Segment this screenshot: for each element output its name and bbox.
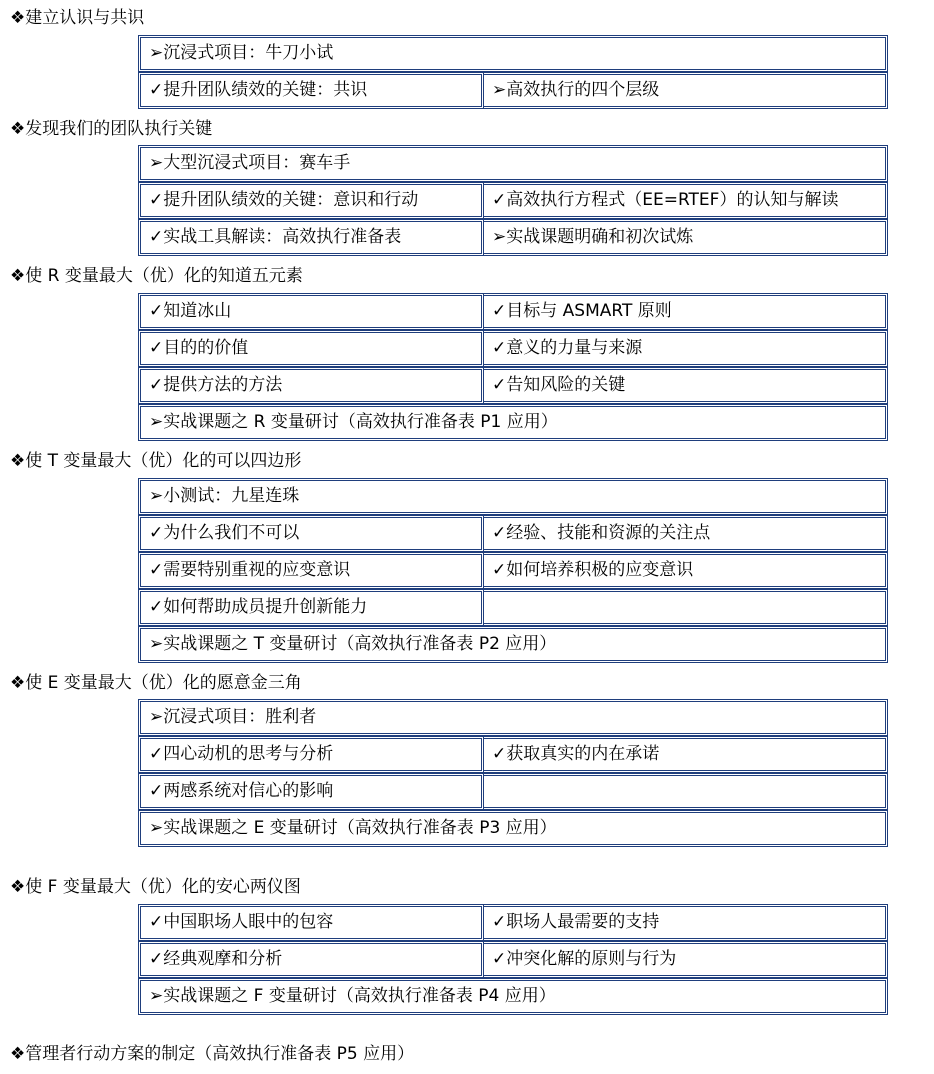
- table-cell: ✓两感系统对信心的影响: [138, 773, 484, 810]
- table-cell: ✓告知风险的关键: [484, 367, 888, 404]
- table-cell: ✓提供方法的方法: [138, 367, 484, 404]
- table-row: [138, 72, 888, 109]
- table-cell: ✓提升团队绩效的关键：意识和行动: [138, 182, 484, 219]
- table-cell: ✓四心动机的思考与分析: [138, 736, 484, 773]
- table-cell: ✓高效执行方程式（EE=RTEF）的认知与解读: [484, 182, 888, 219]
- table-cell: ➢高效执行的四个层级: [484, 72, 888, 109]
- table-row: [138, 552, 888, 589]
- table-cell: ➢实战课题明确和初次试炼: [484, 219, 888, 256]
- table-row: [138, 35, 888, 72]
- table-row: [138, 699, 888, 736]
- table-row: [138, 367, 888, 404]
- table-row: [138, 736, 888, 773]
- table-row: [138, 182, 888, 219]
- table-row: [138, 589, 888, 626]
- table-row: [138, 293, 888, 330]
- table-row: [138, 810, 888, 847]
- section-heading: ❖使 T 变量最大（优）化的可以四边形: [10, 451, 302, 471]
- table-row: [138, 773, 888, 810]
- section-heading: ❖管理者行动方案的制定（高效执行准备表 P5 应用）: [10, 1044, 415, 1064]
- table-cell: ✓如何培养积极的应变意识: [484, 552, 888, 589]
- table-row: [138, 941, 888, 978]
- table-cell: ✓经验、技能和资源的关注点: [484, 515, 888, 552]
- table-cell: ✓提升团队绩效的关键：共识: [138, 72, 484, 109]
- section-heading: ❖建立认识与共识: [10, 8, 145, 28]
- table-cell: ✓为什么我们不可以: [138, 515, 484, 552]
- table-cell: ✓意义的力量与来源: [484, 330, 888, 367]
- table-row: [138, 515, 888, 552]
- table-row: [138, 219, 888, 256]
- table-cell: ➢实战课题之 T 变量研讨（高效执行准备表 P2 应用）: [138, 626, 888, 663]
- table-cell: ➢实战课题之 R 变量研讨（高效执行准备表 P1 应用）: [138, 404, 888, 441]
- table-cell: ➢沉浸式项目：牛刀小试: [138, 35, 888, 72]
- table-cell: ✓目标与 ASMART 原则: [484, 293, 888, 330]
- section-heading: ❖使 E 变量最大（优）化的愿意金三角: [10, 673, 302, 693]
- table-row: [138, 145, 888, 182]
- table-cell: ✓目的的价值: [138, 330, 484, 367]
- table-cell: ✓职场人最需要的支持: [484, 904, 888, 941]
- table-cell: ✓获取真实的内在承诺: [484, 736, 888, 773]
- table-cell: ✓冲突化解的原则与行为: [484, 941, 888, 978]
- table-row: [138, 978, 888, 1015]
- table-cell: ✓实战工具解读：高效执行准备表: [138, 219, 484, 256]
- table-row: [138, 904, 888, 941]
- section-heading: ❖使 R 变量最大（优）化的知道五元素: [10, 266, 303, 286]
- table-cell: ✓如何帮助成员提升创新能力: [138, 589, 484, 626]
- table-cell: ➢实战课题之 E 变量研讨（高效执行准备表 P3 应用）: [138, 810, 888, 847]
- table-cell: ➢实战课题之 F 变量研讨（高效执行准备表 P4 应用）: [138, 978, 888, 1015]
- section-heading: ❖使 F 变量最大（优）化的安心两仪图: [10, 877, 301, 897]
- table-cell: ➢沉浸式项目：胜利者: [138, 699, 888, 736]
- table-cell: ➢大型沉浸式项目：赛车手: [138, 145, 888, 182]
- table-row: [138, 404, 888, 441]
- table-row: [138, 626, 888, 663]
- table-cell: ✓中国职场人眼中的包容: [138, 904, 484, 941]
- section-heading: ❖发现我们的团队执行关键: [10, 119, 213, 139]
- empty-table-cell: [484, 773, 888, 810]
- table-cell: ✓经典观摩和分析: [138, 941, 484, 978]
- table-row: [138, 478, 888, 515]
- table-cell: ✓知道冰山: [138, 293, 484, 330]
- empty-table-cell: [484, 589, 888, 626]
- table-row: [138, 330, 888, 367]
- table-cell: ✓需要特别重视的应变意识: [138, 552, 484, 589]
- table-cell: ➢小测试：九星连珠: [138, 478, 888, 515]
